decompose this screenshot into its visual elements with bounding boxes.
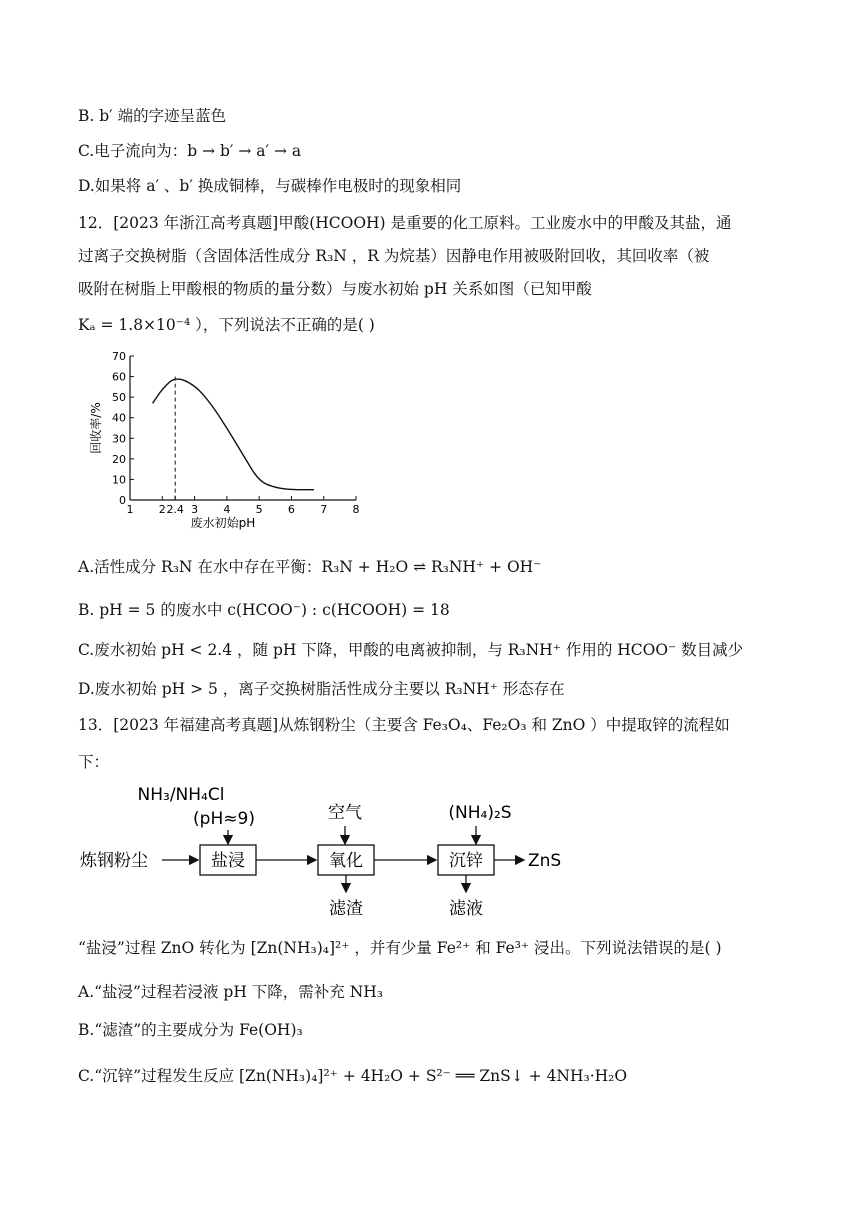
q13-line2: 下： <box>78 753 110 771</box>
option-d-q11: D.如果将 a′ 、b′ 换成铜棒，与碳棒作电极时的现象相同 <box>78 177 462 195</box>
option-b-q11: B. b′ 端的字迹呈蓝色 <box>78 107 227 125</box>
q12-line1: 12．[2023 年浙江高考真题]甲酸(HCOOH) 是重要的化工原料。工业废水中的甲酸及其盐，通 <box>78 214 732 232</box>
step-label-3: 沉锌 <box>449 851 483 871</box>
y-tick-label: 30 <box>112 432 126 446</box>
x-tick-label: 6 <box>287 503 295 516</box>
recovery-curve <box>153 379 314 490</box>
x-tick-label: 2 <box>158 503 166 516</box>
y-tick-label: 60 <box>112 370 126 384</box>
reagent-nh4-2s: (NH₄)₂S <box>448 803 512 823</box>
output-residue: 滤渣 <box>329 899 363 919</box>
step-label-1: 盐浸 <box>211 851 245 871</box>
q13-line3: “盐浸”过程 ZnO 转化为 [Zn(NH₃)₄]²⁺ ，并有少量 Fe²⁺ 和 Fe³⁺ 浸出。下列说法错误的是( ) <box>78 939 722 957</box>
q12-line3: 吸附在树脂上甲酸根的物质的量分数）与废水初始 pH 关系如图（已知甲酸 <box>78 280 592 298</box>
recovery-rate-chart <box>86 348 376 532</box>
x-tick-label: 4 <box>223 503 231 516</box>
y-tick-label: 10 <box>112 473 126 487</box>
process-flow-diagram <box>76 782 596 922</box>
option-a-q12: A.活性成分 R₃N 在水中存在平衡：R₃N + H₂O ⇌ R₃NH⁺ + OH⁻ <box>78 558 542 576</box>
x-tick-label: 2.4 <box>166 503 184 516</box>
x-axis-label: 废水初始pH <box>190 516 256 530</box>
y-tick-label: 0 <box>119 494 126 507</box>
option-c-q11: C.电子流向为：b → b′ → a′ → a <box>78 142 302 160</box>
option-b-q12: B. pH = 5 的废水中 c(HCOO⁻) : c(HCOOH) = 18 <box>78 601 450 619</box>
option-b-q13: B.“滤渣”的主要成分为 Fe(OH)₃ <box>78 1021 303 1039</box>
output-filtrate: 滤液 <box>449 899 483 919</box>
input-dust: 炼钢粉尘 <box>80 851 148 871</box>
option-c-q12: C.废水初始 pH < 2.4 ，随 pH 下降，甲酸的电离被抑制，与 R₃NH⁺ 作用的 HCOO⁻ 数目减少 <box>78 641 744 659</box>
reagent-nh3-nh4cl: NH₃/NH₄Cl <box>137 785 225 805</box>
y-axis-label: 回收率/% <box>89 402 103 454</box>
step-label-2: 氧化 <box>329 851 363 871</box>
y-tick-label: 50 <box>112 391 126 405</box>
option-c-q13: C.“沉锌”过程发生反应 [Zn(NH₃)₄]²⁺ + 4H₂O + S²⁻ ══ ZnS↓ + 4NH₃·H₂O <box>78 1067 628 1085</box>
option-a-q13: A.“盐浸”过程若浸液 pH 下降，需补充 NH₃ <box>78 983 383 1001</box>
reagent-air: 空气 <box>328 803 362 823</box>
q13-line1: 13．[2023 年福建高考真题]从炼钢粉尘（主要含 Fe₃O₄、Fe₂O₃ 和 ZnO ）中提取锌的流程如 <box>78 716 730 734</box>
q12-line2: 过离子交换树脂（含固体活性成分 R₃N ，R 为烷基）因静电作用被吸附回收，其回收率（被 <box>78 247 710 265</box>
x-tick-label: 5 <box>255 503 263 516</box>
y-tick-label: 70 <box>112 350 126 363</box>
q12-line4: Kₐ = 1.8×10⁻⁴ ），下列说法不正确的是( ) <box>78 316 375 334</box>
option-d-q12: D.废水初始 pH > 5 ，离子交换树脂活性成分主要以 R₃NH⁺ 形态存在 <box>78 680 565 698</box>
y-tick-label: 20 <box>112 452 126 466</box>
product-zns: ZnS <box>528 851 562 871</box>
x-tick-label: 7 <box>320 503 328 516</box>
y-tick-label: 40 <box>112 411 126 425</box>
x-tick-label: 8 <box>352 503 360 516</box>
reagent-ph: (pH≈9) <box>193 809 255 829</box>
x-tick-label: 1 <box>126 503 134 516</box>
x-tick-label: 3 <box>191 503 199 516</box>
